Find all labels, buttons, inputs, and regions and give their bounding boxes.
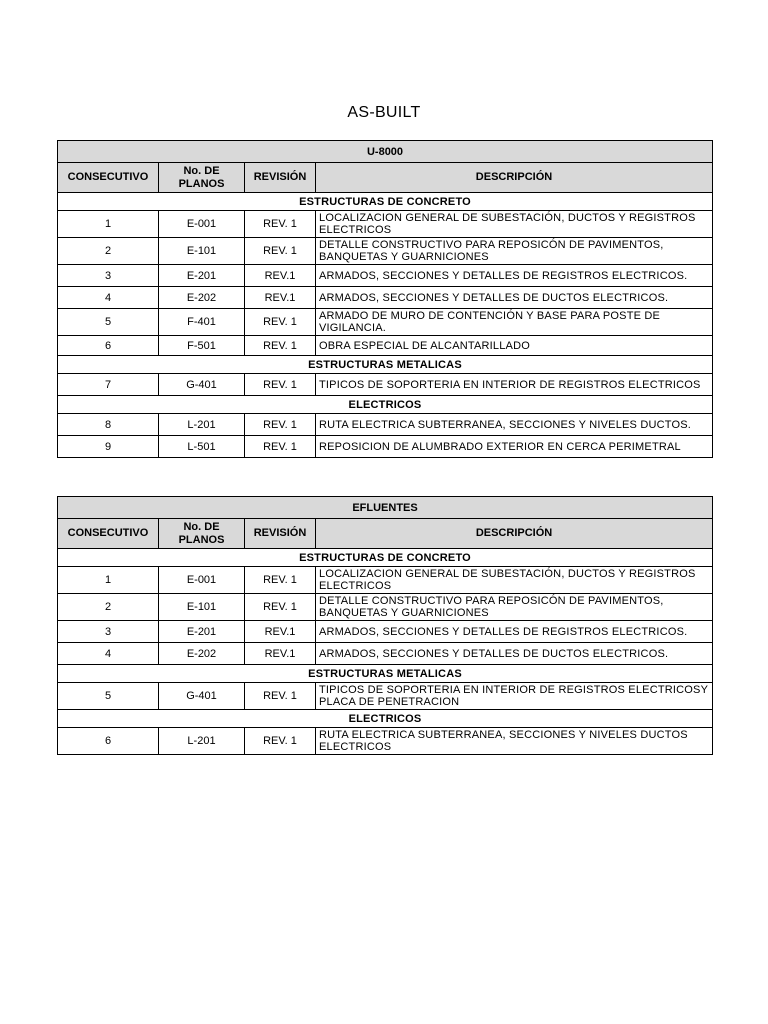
cell-plano: E-001: [159, 567, 245, 594]
cell-descripcion: LOCALIZACION GENERAL DE SUBESTACIÓN, DUCTOS Y REGISTROS ELECTRICOS: [316, 567, 713, 594]
cell-consecutivo: 2: [58, 238, 159, 265]
table-title: U-8000: [58, 141, 713, 163]
cell-descripcion: TIPICOS DE SOPORTERIA EN INTERIOR DE REGISTROS ELECTRICOSY PLACA DE PENETRACION: [316, 683, 713, 710]
cell-descripcion: ARMADOS, SECCIONES Y DETALLES DE DUCTOS ELECTRICOS.: [316, 287, 713, 309]
cell-revision: REV. 1: [245, 567, 316, 594]
table-row: [58, 265, 713, 287]
column-header-descripcion: DESCRIPCIÓN: [316, 163, 713, 193]
section-title: ELECTRICOS: [58, 710, 713, 728]
section-title: ELECTRICOS: [58, 396, 713, 414]
table-title: EFLUENTES: [58, 497, 713, 519]
table-row: [58, 211, 713, 238]
cell-descripcion: TIPICOS DE SOPORTERIA EN INTERIOR DE REGISTROS ELECTRICOS: [316, 374, 713, 396]
column-header-planos: No. DE PLANOS: [159, 519, 245, 549]
cell-descripcion: DETALLE CONSTRUCTIVO PARA REPOSICÓN DE PAVIMENTOS, BANQUETAS Y GUARNICIONES: [316, 238, 713, 265]
cell-consecutivo: 1: [58, 567, 159, 594]
table-row: [58, 621, 713, 643]
cell-consecutivo: 3: [58, 265, 159, 287]
cell-descripcion: DETALLE CONSTRUCTIVO PARA REPOSICÓN DE PAVIMENTOS, BANQUETAS Y GUARNICIONES: [316, 594, 713, 621]
cell-revision: REV. 1: [245, 728, 316, 755]
column-header-consecutivo: CONSECUTIVO: [58, 163, 159, 193]
table-row: [58, 309, 713, 336]
table-row: [58, 728, 713, 755]
table-row: [58, 414, 713, 436]
cell-revision: REV. 1: [245, 683, 316, 710]
table-row: [58, 683, 713, 710]
cell-revision: REV.1: [245, 265, 316, 287]
cell-consecutivo: 5: [58, 309, 159, 336]
cell-descripcion: RUTA ELECTRICA SUBTERRANEA, SECCIONES Y NIVELES DUCTOS ELECTRICOS: [316, 728, 713, 755]
cell-consecutivo: 8: [58, 414, 159, 436]
cell-plano: F-501: [159, 336, 245, 356]
cell-revision: REV.1: [245, 621, 316, 643]
section-title: ESTRUCTURAS DE CONCRETO: [58, 549, 713, 567]
cell-revision: REV. 1: [245, 436, 316, 458]
table-row: [58, 336, 713, 356]
cell-revision: REV. 1: [245, 238, 316, 265]
cell-plano: G-401: [159, 374, 245, 396]
cell-revision: REV.1: [245, 643, 316, 665]
cell-consecutivo: 9: [58, 436, 159, 458]
cell-plano: E-202: [159, 287, 245, 309]
cell-descripcion: RUTA ELECTRICA SUBTERRANEA, SECCIONES Y NIVELES DUCTOS.: [316, 414, 713, 436]
cell-descripcion: LOCALIZACION GENERAL DE SUBESTACIÓN, DUCTOS Y REGISTROS ELECTRICOS: [316, 211, 713, 238]
cell-plano: F-401: [159, 309, 245, 336]
cell-plano: L-501: [159, 436, 245, 458]
column-header-consecutivo: CONSECUTIVO: [58, 519, 159, 549]
cell-descripcion: ARMADOS, SECCIONES Y DETALLES DE REGISTROS ELECTRICOS.: [316, 621, 713, 643]
cell-consecutivo: 6: [58, 728, 159, 755]
page-title: AS-BUILT: [347, 104, 421, 121]
cell-revision: REV.1: [245, 287, 316, 309]
cell-plano: E-202: [159, 643, 245, 665]
cell-plano: L-201: [159, 414, 245, 436]
cell-plano: E-101: [159, 238, 245, 265]
cell-revision: REV. 1: [245, 336, 316, 356]
section-title: ESTRUCTURAS METALICAS: [58, 665, 713, 683]
cell-descripcion: ARMADOS, SECCIONES Y DETALLES DE DUCTOS ELECTRICOS.: [316, 643, 713, 665]
cell-plano: E-101: [159, 594, 245, 621]
cell-consecutivo: 3: [58, 621, 159, 643]
table-row: [58, 287, 713, 309]
plans-table: [57, 496, 713, 755]
table-row: [58, 374, 713, 396]
section-title: ESTRUCTURAS DE CONCRETO: [58, 193, 713, 211]
table-row: [58, 436, 713, 458]
cell-plano: E-001: [159, 211, 245, 238]
cell-revision: REV. 1: [245, 374, 316, 396]
table-row: [58, 567, 713, 594]
cell-revision: REV. 1: [245, 211, 316, 238]
column-header-descripcion: DESCRIPCIÓN: [316, 519, 713, 549]
cell-descripcion: OBRA ESPECIAL DE ALCANTARILLADO: [316, 336, 713, 356]
cell-descripcion: REPOSICION DE ALUMBRADO EXTERIOR EN CERCA PERIMETRAL: [316, 436, 713, 458]
column-header-revision: REVISIÓN: [245, 519, 316, 549]
cell-consecutivo: 5: [58, 683, 159, 710]
cell-consecutivo: 6: [58, 336, 159, 356]
table-row: [58, 594, 713, 621]
section-title: ESTRUCTURAS METALICAS: [58, 356, 713, 374]
table-row: [58, 238, 713, 265]
cell-consecutivo: 7: [58, 374, 159, 396]
column-header-planos: No. DE PLANOS: [159, 163, 245, 193]
cell-plano: G-401: [159, 683, 245, 710]
cell-plano: E-201: [159, 265, 245, 287]
cell-descripcion: ARMADO DE MURO DE CONTENCIÓN Y BASE PARA POSTE DE VIGILANCIA.: [316, 309, 713, 336]
cell-plano: L-201: [159, 728, 245, 755]
cell-revision: REV. 1: [245, 414, 316, 436]
cell-consecutivo: 2: [58, 594, 159, 621]
cell-plano: E-201: [159, 621, 245, 643]
cell-revision: REV. 1: [245, 594, 316, 621]
cell-descripcion: ARMADOS, SECCIONES Y DETALLES DE REGISTROS ELECTRICOS.: [316, 265, 713, 287]
cell-revision: REV. 1: [245, 309, 316, 336]
cell-consecutivo: 4: [58, 643, 159, 665]
table-row: [58, 643, 713, 665]
cell-consecutivo: 4: [58, 287, 159, 309]
cell-consecutivo: 1: [58, 211, 159, 238]
column-header-revision: REVISIÓN: [245, 163, 316, 193]
plans-table: [57, 140, 713, 458]
